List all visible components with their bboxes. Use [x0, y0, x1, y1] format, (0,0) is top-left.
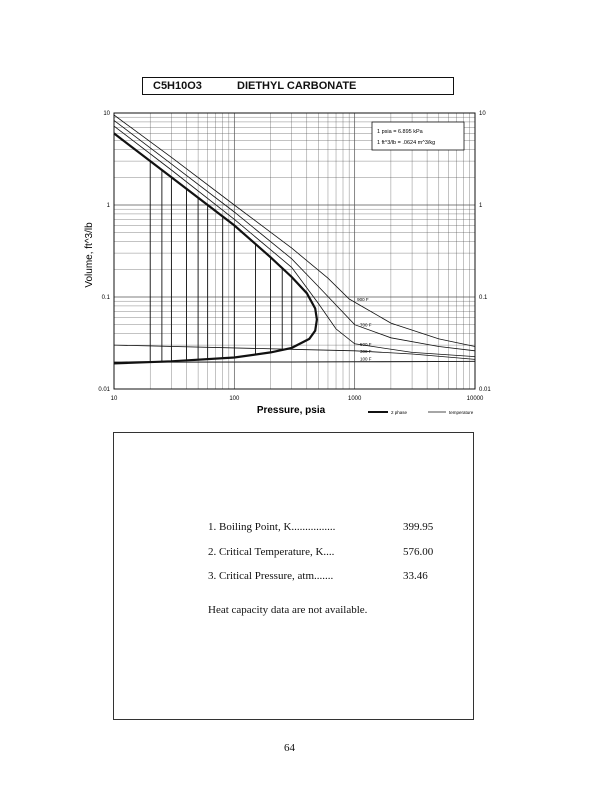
y-tick-label-left: 0.1: [101, 295, 110, 301]
conversion-note-line-2: 1 ft^3/lb = .0624 m^3/kg: [377, 140, 436, 146]
curve-label: 900 F: [357, 297, 369, 303]
conversion-note-line-1: 1 psia = 6.895 kPa: [377, 129, 423, 135]
y-tick-label-right: 1: [479, 203, 483, 209]
y-tick-label-left: 1: [106, 203, 110, 209]
legend: [368, 410, 474, 415]
y-tick-label-left: 10: [103, 111, 110, 117]
property-label: 2. Critical Temperature, K....: [208, 546, 335, 558]
property-value: 576.00: [403, 546, 434, 558]
y-tick-label-right: 10: [479, 111, 486, 117]
property-value: 33.46: [403, 570, 428, 582]
y-axis-label: Volume, ft^3/lb: [84, 222, 95, 288]
curve-label: 100 F: [359, 356, 372, 362]
curve-label: 500 F: [359, 341, 372, 347]
compound-name: DIETHYL CARBONATE: [237, 80, 357, 92]
curve-labels: [357, 297, 372, 361]
x-axis-label: Pressure, psia: [256, 405, 326, 416]
tick-labels: [98, 111, 491, 402]
x-tick-label: 10: [110, 396, 118, 402]
x-tick-label: 1000: [347, 396, 362, 402]
property-value: 399.95: [403, 521, 434, 533]
y-tick-label-right: 0.1: [479, 295, 488, 301]
page-number: 64: [284, 742, 295, 754]
property-label: 3. Critical Pressure, atm.......: [208, 570, 334, 582]
two-phase-dome: [114, 133, 317, 363]
legend-label-temperature: temperature: [449, 410, 474, 415]
heat-capacity-note: Heat capacity data are not available.: [208, 604, 368, 616]
x-tick-label: 100: [229, 396, 240, 402]
y-tick-label-right: 0.01: [479, 387, 491, 393]
legend-label-2-phase: 2 phase: [391, 410, 408, 415]
y-tick-label-left: 0.01: [98, 387, 110, 393]
x-tick-label: 10000: [466, 396, 484, 402]
property-label: 1. Boiling Point, K................: [208, 521, 336, 533]
curve-label: 300 F: [359, 348, 372, 354]
compound-formula: C5H10O3: [153, 80, 202, 92]
curves: [114, 115, 475, 363]
curve-label: 700 F: [359, 322, 372, 328]
conversion-note: [372, 122, 464, 150]
isotherm-500-f: [114, 126, 475, 357]
